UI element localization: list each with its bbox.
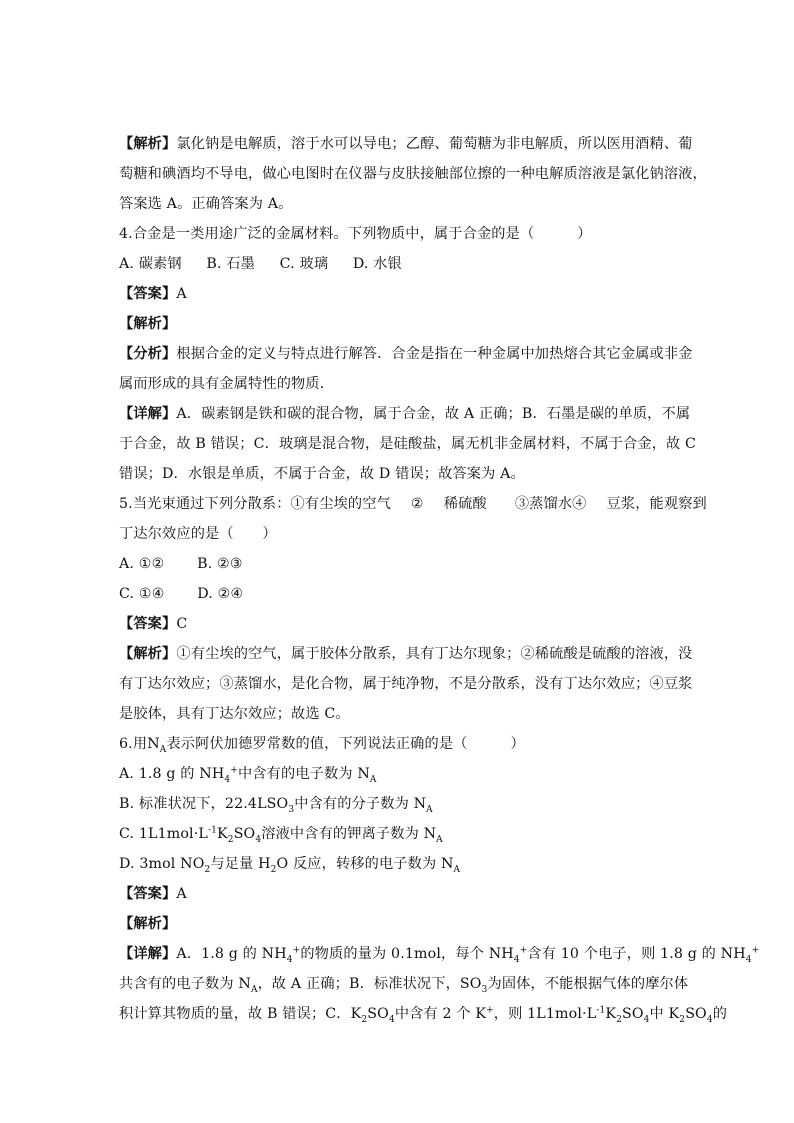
section-tag: 【解析】 [119, 136, 177, 152]
options-row [119, 584, 679, 604]
option-b: B. ②③ [197, 556, 243, 572]
text-line: 【解析】氯化钠是电解质，溶于水可以导电；乙醇、葡萄糖为非电解质，所以医用酒精、葡 [119, 136, 693, 152]
option-c: C. 玻璃 [279, 256, 329, 272]
option-c: C. ①④ [119, 586, 165, 602]
options-row [119, 254, 679, 274]
analysis-tag: 【解析】 [119, 316, 177, 332]
text-line: 属而形成的具有金属特性的物质． [119, 376, 335, 392]
text-line: 【解析】①有尘埃的空气，属于胶体分散系，具有丁达尔现象；②稀硫酸是硫酸的溶液，没 [119, 646, 693, 662]
option-d: D. 3mol $NO_2$与足量 $H_2O$ 反应，转移的电子数为 $N_A$ [119, 856, 461, 875]
question-4: 4.合金是一类用途广泛的金属材料。下列物质中，属于合金的是（ ） [119, 226, 592, 242]
option-d: D. 水银 [352, 256, 402, 272]
text-line: 于合金，故 B 错误；C．玻璃是混合物，是硅酸盐，属无机非金属材料，不属于合金，故 C [119, 436, 697, 452]
text-line: 【详解】A．1.8 g 的 $NH_4^+$的物质的量为 0.1mol，每个 $NH_4^+$含有 10 个电子，则 1.8 g 的 $NH_4^+$ [119, 945, 760, 965]
options-row [119, 554, 679, 574]
text-line: 答案选 A。正确答案为 A。 [119, 196, 293, 212]
option-b: B. 石墨 [206, 256, 255, 272]
text-line: 丁达尔效应的是（ ） [119, 526, 277, 542]
text-line: 【详解】A．碳素钢是铁和碳的混合物，属于合金，故 A 正确；B．石墨是碳的单质，不属 [119, 406, 691, 422]
text-line: 萄糖和碘酒均不导电，做心电图时在仪器与皮肤接触部位擦的一种电解质溶液是氯化钠溶液， [119, 166, 707, 182]
answer-line: 【答案】C [119, 616, 188, 632]
text-line: 错误；D．水银是单质，不属于合金，故 D 错误；故答案为 A。 [119, 466, 525, 482]
text-line: 【分析】根据合金的定义与特点进行解答．合金是指在一种金属中加热熔合其它金属或非金 [119, 346, 693, 362]
text-line: 有丁达尔效应；③蒸馏水，是化合物，属于纯净物，不是分散系，没有丁达尔效应；④豆浆 [119, 676, 693, 692]
answer-line: 【答案】A [119, 286, 187, 302]
text-line: 是胶体，具有丁达尔效应；故选 C。 [119, 706, 350, 722]
option-a: A. 碳素钢 [119, 256, 182, 272]
option-c: C. $1L1mol\cdot L^{-1}K_2SO_4$溶液中含有的钾离子数为 $N_A$ [119, 825, 443, 845]
question-5: 5.当光束通过下列分散系：①有尘埃的空气 ② 稀硫酸 ③蒸馏水④ 豆浆，能观察到 [119, 496, 707, 512]
text-line: 共含有的电子数为 $N_A$，故 A 正确；B．标准状况下，$SO_3$为固体，不能根据气体的摩尔体 [119, 976, 689, 995]
text-line: 积计算其物质的量，故 B 错误；C．$K_2SO_4$中含有 2 个 K+，则 $1L1mol\cdot L^{-1}K_2SO_4$中 $K_2SO_4$的 [119, 1005, 728, 1025]
question-6: 6.用$N_A$表示阿伏加德罗常数的值，下列说法正确的是（ ） [119, 736, 525, 755]
option-b: B. 标准状况下，$22.4LSO_3$中含有的分子数为 $N_A$ [119, 796, 433, 815]
option-d: D. ②④ [197, 586, 244, 602]
answer-line: 【答案】A [119, 886, 187, 902]
option-a: A. 1.8 g 的 $NH_4^+$中含有的电子数为 $N_A$ [119, 765, 377, 785]
analysis-tag: 【解析】 [119, 916, 177, 932]
option-a: A. ①② [119, 556, 165, 572]
